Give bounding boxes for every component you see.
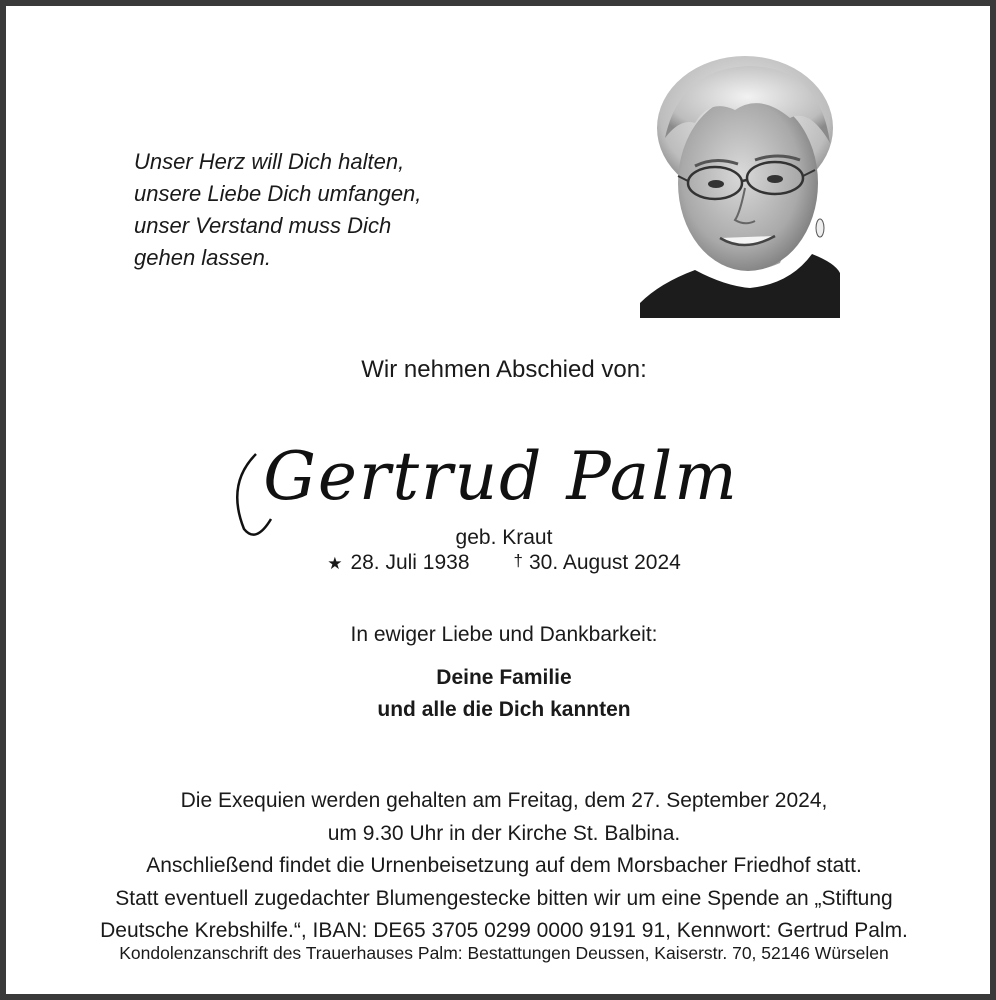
mourners (6, 662, 996, 726)
poem-line: Unser Herz will Dich halten, (134, 149, 405, 174)
star-icon: ★ (327, 554, 343, 573)
poem-line: unser Verstand muss Dich (134, 213, 392, 238)
condolence-address: Kondolenzanschrift des Trauerhauses Palm: Bestattungen Deussen, Kaiserstr. 70, 52146 Würselen (119, 943, 889, 963)
cross-icon: † (513, 551, 523, 570)
portrait-photo (640, 48, 840, 318)
details-line: Anschließend findet die Urnenbeisetzung auf dem Morsbacher Friedhof statt. (146, 854, 862, 877)
mourners-line: und alle die Dich kannten (377, 698, 631, 721)
mourners-intro: In ewiger Liebe und Dankbarkeit: (350, 623, 658, 646)
birth-date: 28. Juli 1938 (350, 551, 470, 574)
details-line: um 9.30 Uhr in der Kirche St. Balbina. (327, 821, 681, 845)
details-line: Deutsche Krebshilfe.“, IBAN: DE65 3705 0299 0000 9191 91, Kennwort: Gertrud Palm. (100, 919, 908, 942)
maiden-name: geb. Kraut (455, 526, 553, 549)
details-line: Die Exequien werden gehalten am Freitag, dem 27. September 2024, (180, 789, 828, 812)
poem (134, 146, 554, 274)
mourners-line: Deine Familie (436, 666, 572, 689)
death-date: 30. August 2024 (529, 551, 681, 574)
life-dates (6, 551, 996, 575)
deceased-name: Gertrud Palm (263, 438, 739, 515)
farewell-heading: Wir nehmen Abschied von: (361, 356, 647, 383)
poem-line: gehen lassen. (134, 245, 271, 270)
service-details (6, 785, 996, 948)
portrait-image (640, 48, 840, 318)
details-line: Statt eventuell zugedachter Blumengestecke bitten wir um eine Spende an „Stiftung (115, 886, 893, 910)
poem-line: unsere Liebe Dich umfangen, (134, 181, 422, 206)
